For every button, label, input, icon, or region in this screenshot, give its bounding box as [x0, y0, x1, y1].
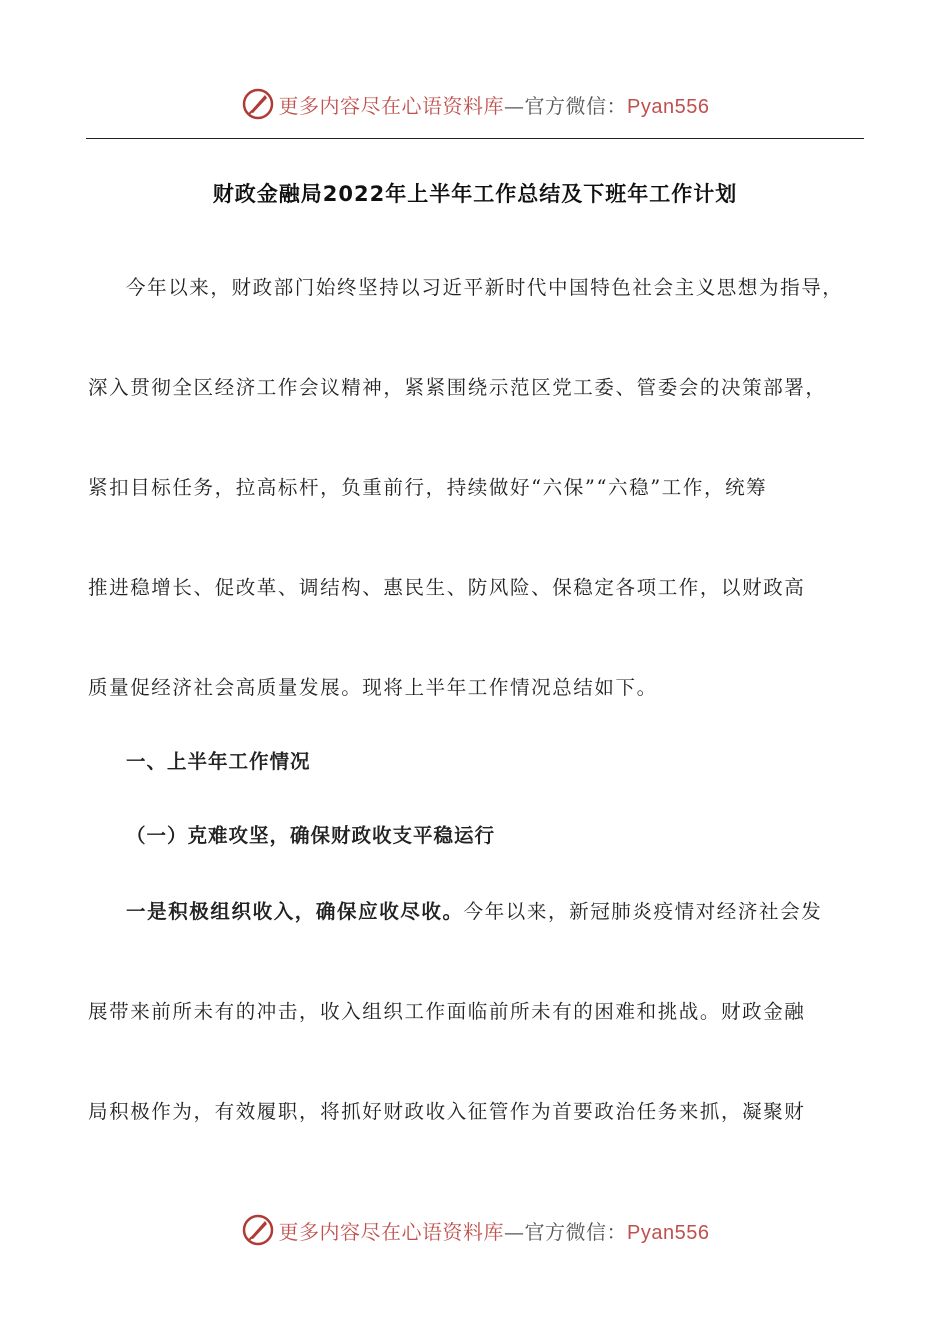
paragraph-line: 紧扣目标任务，拉高标杆，负重前行，持续做好“六保”“六稳”工作，统筹 — [88, 476, 768, 499]
bold-lead: 一是积极组织收入，确保应收尽收。 — [126, 900, 464, 923]
paragraph-line: 质量促经济社会高质量发展。现将上半年工作情况总结如下。 — [88, 676, 658, 699]
banner-text: 更多内容尽在心语资料库—官方微信：Pyan556 — [278, 1219, 710, 1244]
section-heading: 一、上半年工作情况 — [126, 750, 311, 773]
quill-logo-icon — [241, 1213, 275, 1247]
paragraph-line: 今年以来，财政部门始终坚持以习近平新时代中国特色社会主义思想为指导， — [126, 276, 844, 299]
subsection-heading: （一）克难攻坚，确保财政收支平稳运行 — [126, 824, 496, 847]
document-title: 财政金融局2022年上半年工作总结及下班年工作计划 — [212, 182, 738, 206]
banner-text: 更多内容尽在心语资料库—官方微信：Pyan556 — [278, 93, 710, 118]
quill-logo-icon — [241, 87, 275, 121]
paragraph-line: 展带来前所未有的冲击，收入组织工作面临前所未有的困难和挑战。财政金融 — [88, 1000, 806, 1023]
header-rule — [86, 138, 864, 139]
paragraph-line: 一是积极组织收入，确保应收尽收。今年以来，新冠肺炎疫情对经济社会发 — [126, 900, 823, 923]
header-watermark — [0, 84, 950, 124]
footer-watermark — [0, 1210, 950, 1250]
paragraph-line: 推进稳增长、促改革、调结构、惠民生、防风险、保稳定各项工作，以财政高 — [88, 576, 806, 599]
paragraph-line: 局积极作为，有效履职，将抓好财政收入征管作为首要政治任务来抓，凝聚财 — [88, 1100, 806, 1123]
paragraph-line: 深入贯彻全区经济工作会议精神，紧紧围绕示范区党工委、管委会的决策部署， — [88, 376, 827, 399]
